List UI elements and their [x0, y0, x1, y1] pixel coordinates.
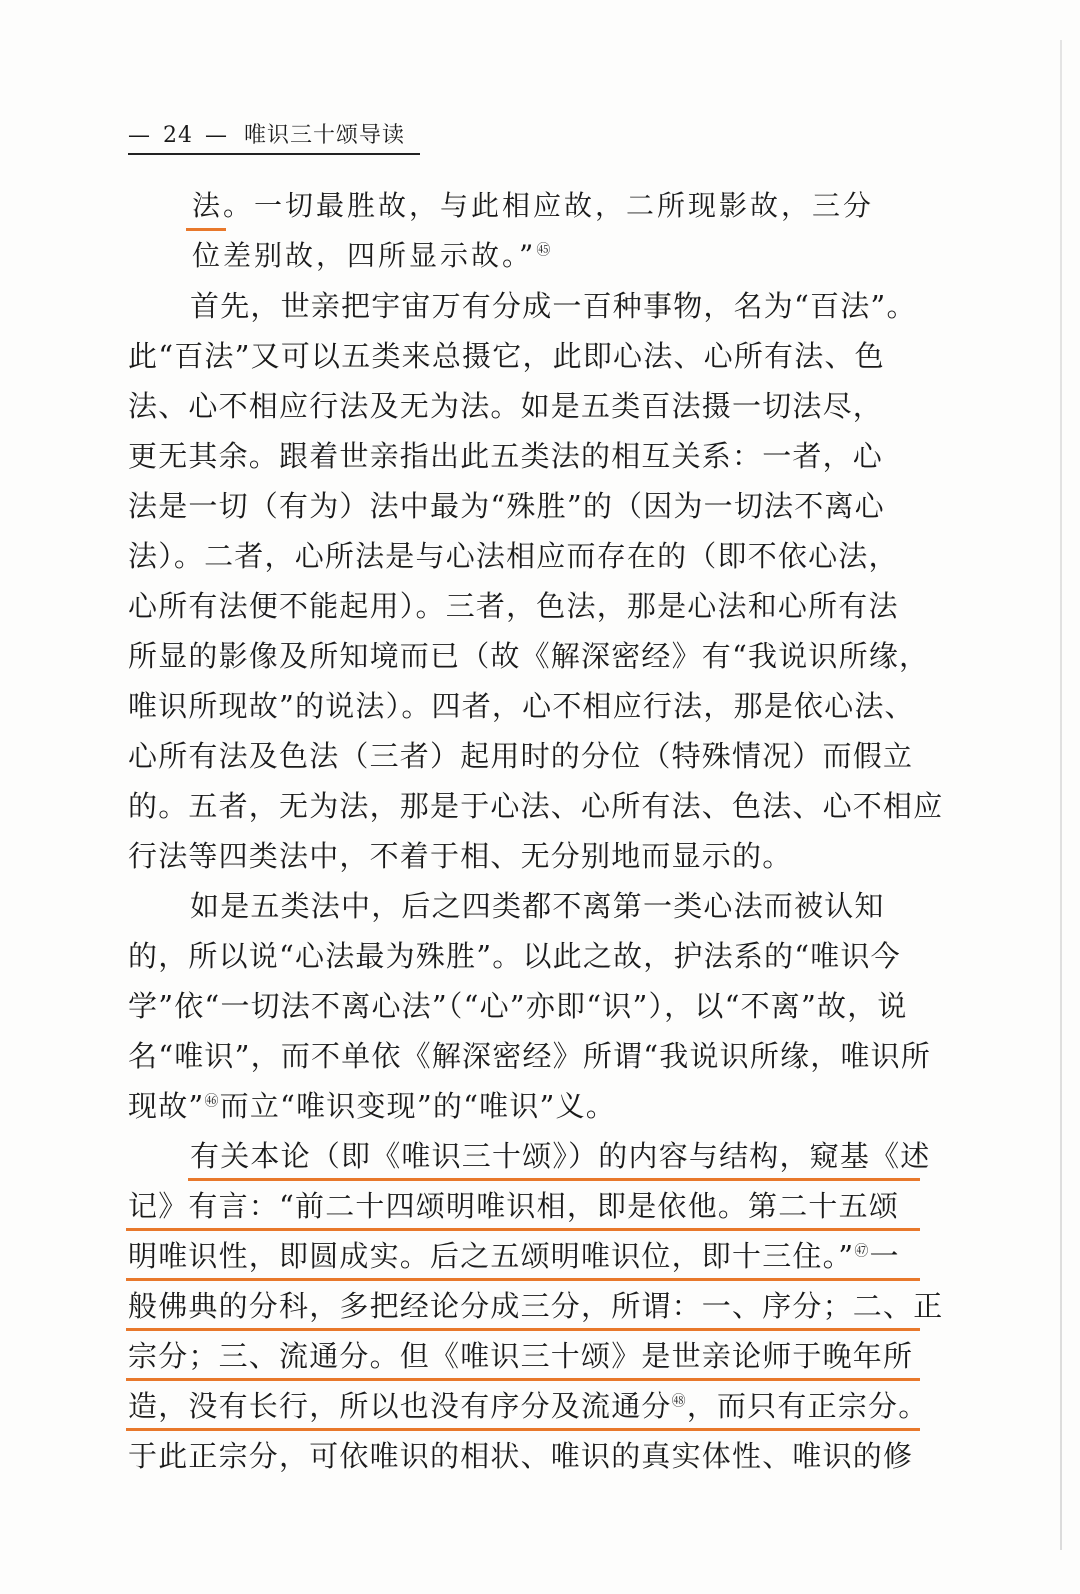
text-line: 更无其余。跟着世亲指出此五类法的相互关系：一者，心	[128, 439, 884, 473]
text-line: 的，所以说“心法最为殊胜”。以此之故，护法系的“唯识今	[128, 939, 901, 973]
text-line: 法。一切最胜故，与此相应故，二所现影故，三分	[192, 189, 875, 222]
text-line: 宗分；三、流通分。但《唯识三十颂》是世亲论师于晚年所	[128, 1339, 914, 1373]
header-dash-left: —	[128, 123, 151, 148]
running-header	[128, 118, 428, 149]
footnote-ref: ㊽	[671, 1393, 687, 1410]
highlight-underline	[126, 1328, 920, 1331]
text-line: 现故”$^㊻$而立“唯识变现”的“唯识”义。	[128, 1089, 616, 1123]
highlight-underline	[126, 1378, 920, 1381]
page-number: 24	[163, 123, 193, 148]
book-title: 唯识三十颂导读	[244, 123, 406, 148]
text-line: 心所有法便不能起用）。三者，色法，那是心法和心所有法	[128, 589, 899, 623]
text-line: 心所有法及色法（三者）起用时的分位（特殊情况）而假立	[128, 739, 914, 773]
text-line: 所显的影像及所知境而已（故《解深密经》有“我说识所缘，	[128, 639, 930, 673]
highlight-underline	[188, 1178, 920, 1181]
footnote-ref: ㊺	[536, 242, 554, 259]
text-line: 位差别故，四所显示故。”$^㊺$	[192, 239, 554, 272]
text-line: 记》有言：“前二十四颂明唯识相，即是依他。第二十五颂	[128, 1189, 900, 1223]
text-line: 明唯识性，即圆成实。后之五颂明唯识位，即十三住。”$^㊼$一	[128, 1239, 900, 1273]
footnote-ref: ㊼	[854, 1243, 870, 1260]
text-line: 于此正宗分，可依唯识的相状、唯识的真实体性、唯识的修	[128, 1439, 914, 1473]
text-line: 有关本论（即《唯识三十颂》）的内容与结构，窥基《述	[190, 1139, 931, 1173]
footnote-ref: ㊻	[204, 1093, 220, 1110]
text-line: 法是一切（有为）法中最为“殊胜”的（因为一切法不离心	[128, 489, 885, 523]
text-line: 学”依“一切法不离心法”（“心”亦即“识”），以“不离”故，说	[128, 989, 908, 1023]
text-line: 行法等四类法中，不着于相、无分别地而显示的。	[128, 839, 793, 873]
text-line: 名“唯识”，而不单依《解深密经》所谓“我说识所缘，唯识所	[128, 1039, 932, 1073]
highlight-underline	[126, 1228, 920, 1231]
text-line: 唯识所现故”的说法）。四者，心不相应行法，那是依心法、	[128, 689, 915, 723]
text-line: 首先，世亲把宇宙万有分成一百种事物，名为“百法”。	[190, 289, 917, 323]
text-line: 的。五者，无为法，那是于心法、心所有法、色法、心不相应	[128, 789, 944, 823]
text-line: 造，没有长行，所以也没有序分及流通分$^㊽$，而只有正宗分。	[128, 1389, 929, 1423]
text-line: 般佛典的分科，多把经论分成三分，所谓：一、序分；二、正	[128, 1289, 944, 1323]
text-line: 法、心不相应行法及无为法。如是五类百法摄一切法尽，	[128, 389, 884, 423]
text-line: 法）。二者，心所法是与心法相应而存在的（即不依心法，	[128, 539, 899, 573]
header-rule	[128, 153, 420, 155]
text-line: 如是五类法中，后之四类都不离第一类心法而被认知	[190, 889, 885, 923]
highlight-underline	[126, 1278, 920, 1281]
highlight-underline	[186, 228, 226, 231]
header-dash-right: —	[205, 123, 228, 148]
text-line: 此“百法”又可以五类来总摄它，此即心法、心所有法、色	[128, 339, 885, 373]
highlight-underline	[126, 1428, 920, 1431]
